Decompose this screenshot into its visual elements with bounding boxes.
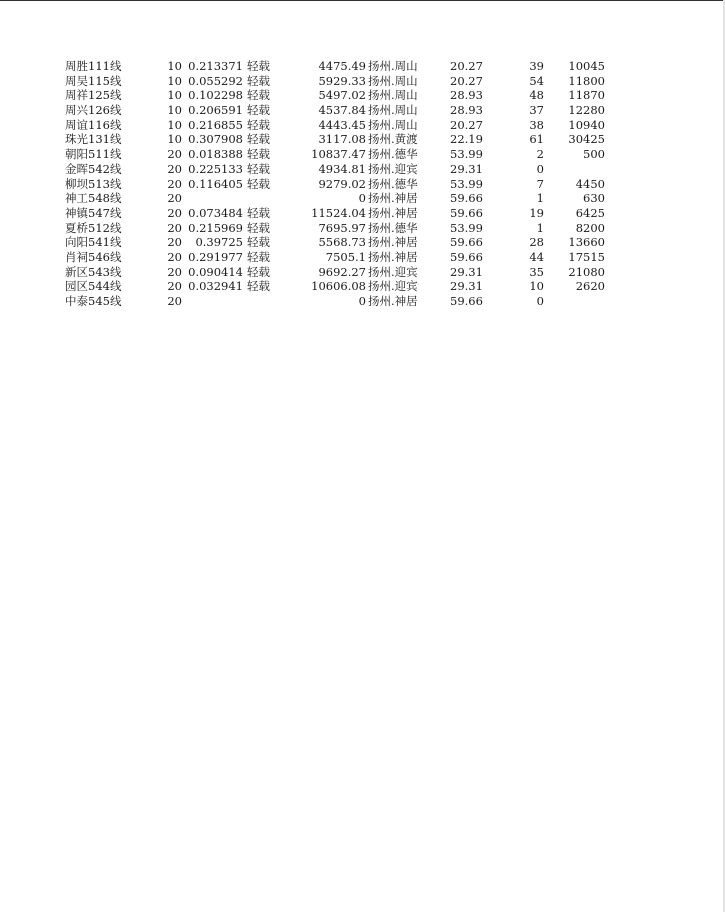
voltage-cell: 10 (167, 103, 182, 118)
table-row (0, 279, 725, 294)
line-name-cell: 周吴115线 (65, 73, 122, 88)
line-name-cell: 周胜111线 (65, 59, 122, 73)
voltage-cell: 10 (167, 117, 182, 132)
table-row (0, 177, 725, 192)
voltage-cell: 20 (167, 279, 182, 294)
value-cell: 4475.49 (318, 59, 366, 73)
line-name-cell: 肖祠546线 (65, 249, 122, 264)
area-cell: 扬州.神居 (368, 235, 418, 250)
value-cell: 9279.02 (318, 176, 366, 191)
load-status-cell: 轻载 (247, 59, 270, 73)
voltage-cell: 20 (167, 147, 182, 162)
value-cell: 4443.45 (318, 117, 366, 132)
amount-cell: 8200 (575, 220, 605, 235)
amount-cell: 4450 (575, 176, 605, 191)
line-name-cell: 朝阳511线 (65, 147, 122, 162)
value-cell: 7505.1 (325, 249, 366, 264)
voltage-cell: 20 (167, 220, 182, 235)
metric-cell: 29.31 (450, 161, 483, 176)
metric-cell: 29.31 (450, 264, 483, 279)
voltage-cell: 10 (167, 59, 182, 73)
metric-cell: 59.66 (450, 249, 483, 264)
line-name-cell: 园区544线 (65, 279, 122, 294)
line-name-cell: 夏桥512线 (65, 220, 122, 235)
value-cell: 7695.97 (318, 220, 366, 235)
area-cell: 扬州.周山 (368, 103, 418, 118)
line-name-cell: 向阳541线 (65, 235, 122, 250)
count-cell: 37 (529, 103, 544, 118)
area-cell: 扬州.迎宾 (368, 264, 418, 279)
load-status-cell: 轻载 (247, 176, 270, 191)
table-row (0, 147, 725, 162)
amount-cell: 12280 (568, 103, 605, 118)
voltage-cell: 10 (167, 73, 182, 88)
metric-cell: 28.93 (450, 103, 483, 118)
ratio-cell: 0.055292 (188, 73, 243, 88)
count-cell: 28 (529, 235, 544, 250)
ratio-cell: 0.307908 (188, 132, 243, 147)
table-row (0, 235, 725, 250)
metric-cell: 22.19 (450, 132, 483, 147)
amount-cell: 6425 (575, 205, 605, 220)
line-name-cell: 周祥125线 (65, 88, 122, 103)
metric-cell: 20.27 (450, 73, 483, 88)
value-cell: 5929.33 (318, 73, 366, 88)
voltage-cell: 20 (167, 205, 182, 220)
metric-cell: 20.27 (450, 117, 483, 132)
metric-cell: 53.99 (450, 176, 483, 191)
line-name-cell: 中泰545线 (65, 294, 122, 308)
line-name-cell: 柳坝513线 (65, 176, 122, 191)
metric-cell: 59.66 (450, 294, 483, 308)
value-cell: 9692.27 (318, 264, 366, 279)
count-cell: 1 (536, 191, 544, 206)
page-top-border (0, 0, 725, 1)
area-cell: 扬州.德华 (368, 176, 418, 191)
value-cell: 11524.04 (311, 205, 366, 220)
table-row (0, 132, 725, 147)
table-row (0, 118, 725, 133)
amount-cell: 21080 (568, 264, 605, 279)
value-cell: 0 (358, 294, 366, 308)
line-name-cell: 金晖542线 (65, 161, 122, 176)
line-name-cell: 珠光131线 (65, 132, 122, 147)
amount-cell: 10940 (568, 117, 605, 132)
ratio-cell: 0.116405 (188, 176, 243, 191)
metric-cell: 20.27 (450, 59, 483, 73)
load-status-cell: 轻载 (247, 103, 270, 118)
area-cell: 扬州.神居 (368, 294, 418, 308)
count-cell: 19 (529, 205, 544, 220)
area-cell: 扬州.周山 (368, 117, 418, 132)
count-cell: 38 (529, 117, 544, 132)
ratio-cell: 0.39725 (195, 235, 243, 250)
ratio-cell: 0.213371 (188, 59, 243, 73)
table-row (0, 103, 725, 118)
line-name-cell: 神工548线 (65, 191, 122, 206)
voltage-cell: 20 (167, 191, 182, 206)
load-status-cell: 轻载 (247, 279, 270, 294)
load-status-cell: 轻载 (247, 73, 270, 88)
table-row (0, 88, 725, 103)
voltage-cell: 20 (167, 161, 182, 176)
voltage-cell: 10 (167, 88, 182, 103)
load-status-cell: 轻载 (247, 132, 270, 147)
amount-cell: 10045 (568, 59, 605, 73)
voltage-cell: 20 (167, 249, 182, 264)
ratio-cell: 0.090414 (188, 264, 243, 279)
ratio-cell: 0.215969 (188, 220, 243, 235)
table-row (0, 294, 725, 309)
value-cell: 4537.84 (318, 103, 366, 118)
amount-cell: 2620 (575, 279, 605, 294)
load-status-cell: 轻载 (247, 220, 270, 235)
value-cell: 0 (358, 191, 366, 206)
area-cell: 扬州.迎宾 (368, 161, 418, 176)
voltage-cell: 10 (167, 132, 182, 147)
data-table (0, 59, 725, 309)
table-row (0, 162, 725, 177)
count-cell: 0 (536, 294, 544, 308)
ratio-cell: 0.032941 (188, 279, 243, 294)
value-cell: 3117.08 (318, 132, 366, 147)
line-name-cell: 周兴126线 (65, 103, 122, 118)
area-cell: 扬州.周山 (368, 59, 418, 73)
value-cell: 10606.08 (311, 279, 366, 294)
load-status-cell: 轻载 (247, 249, 270, 264)
amount-cell: 630 (583, 191, 605, 206)
area-cell: 扬州.黄渡 (368, 132, 418, 147)
load-status-cell: 轻载 (247, 88, 270, 103)
ratio-cell: 0.216855 (188, 117, 243, 132)
metric-cell: 29.31 (450, 279, 483, 294)
area-cell: 扬州.周山 (368, 73, 418, 88)
voltage-cell: 20 (167, 294, 182, 308)
metric-cell: 53.99 (450, 220, 483, 235)
table-row (0, 206, 725, 221)
metric-cell: 59.66 (450, 191, 483, 206)
load-status-cell: 轻载 (247, 264, 270, 279)
value-cell: 5497.02 (318, 88, 366, 103)
metric-cell: 59.66 (450, 205, 483, 220)
count-cell: 35 (529, 264, 544, 279)
voltage-cell: 20 (167, 176, 182, 191)
ratio-cell: 0.073484 (188, 205, 243, 220)
count-cell: 7 (536, 176, 544, 191)
ratio-cell: 0.018388 (188, 147, 243, 162)
table-row (0, 59, 725, 74)
count-cell: 10 (529, 279, 544, 294)
count-cell: 61 (529, 132, 544, 147)
area-cell: 扬州.周山 (368, 88, 418, 103)
count-cell: 1 (536, 220, 544, 235)
load-status-cell: 轻载 (247, 235, 270, 250)
amount-cell: 17515 (568, 249, 605, 264)
amount-cell: 500 (583, 147, 605, 162)
amount-cell: 30425 (568, 132, 605, 147)
value-cell: 5568.73 (318, 235, 366, 250)
metric-cell: 28.93 (450, 88, 483, 103)
count-cell: 54 (529, 73, 544, 88)
value-cell: 4934.81 (318, 161, 366, 176)
table-row (0, 74, 725, 89)
area-cell: 扬州.神居 (368, 191, 418, 206)
amount-cell: 11800 (568, 73, 605, 88)
table-row (0, 265, 725, 280)
count-cell: 2 (536, 147, 544, 162)
area-cell: 扬州.神居 (368, 205, 418, 220)
load-status-cell: 轻载 (247, 147, 270, 162)
line-name-cell: 新区543线 (65, 264, 122, 279)
table-row (0, 250, 725, 265)
count-cell: 0 (536, 161, 544, 176)
ratio-cell: 0.225133 (188, 161, 243, 176)
ratio-cell: 0.102298 (188, 88, 243, 103)
area-cell: 扬州.德华 (368, 147, 418, 162)
amount-cell: 11870 (568, 88, 605, 103)
load-status-cell: 轻载 (247, 205, 270, 220)
line-name-cell: 神镇547线 (65, 205, 122, 220)
area-cell: 扬州.神居 (368, 249, 418, 264)
value-cell: 10837.47 (311, 147, 366, 162)
load-status-cell: 轻载 (247, 161, 270, 176)
count-cell: 44 (529, 249, 544, 264)
ratio-cell: 0.206591 (188, 103, 243, 118)
count-cell: 48 (529, 88, 544, 103)
area-cell: 扬州.德华 (368, 220, 418, 235)
table-row (0, 191, 725, 206)
voltage-cell: 20 (167, 235, 182, 250)
amount-cell: 13660 (568, 235, 605, 250)
load-status-cell: 轻载 (247, 117, 270, 132)
area-cell: 扬州.迎宾 (368, 279, 418, 294)
ratio-cell: 0.291977 (188, 249, 243, 264)
count-cell: 39 (529, 59, 544, 73)
metric-cell: 53.99 (450, 147, 483, 162)
table-row (0, 221, 725, 236)
line-name-cell: 周谊116线 (65, 117, 122, 132)
metric-cell: 59.66 (450, 235, 483, 250)
voltage-cell: 20 (167, 264, 182, 279)
